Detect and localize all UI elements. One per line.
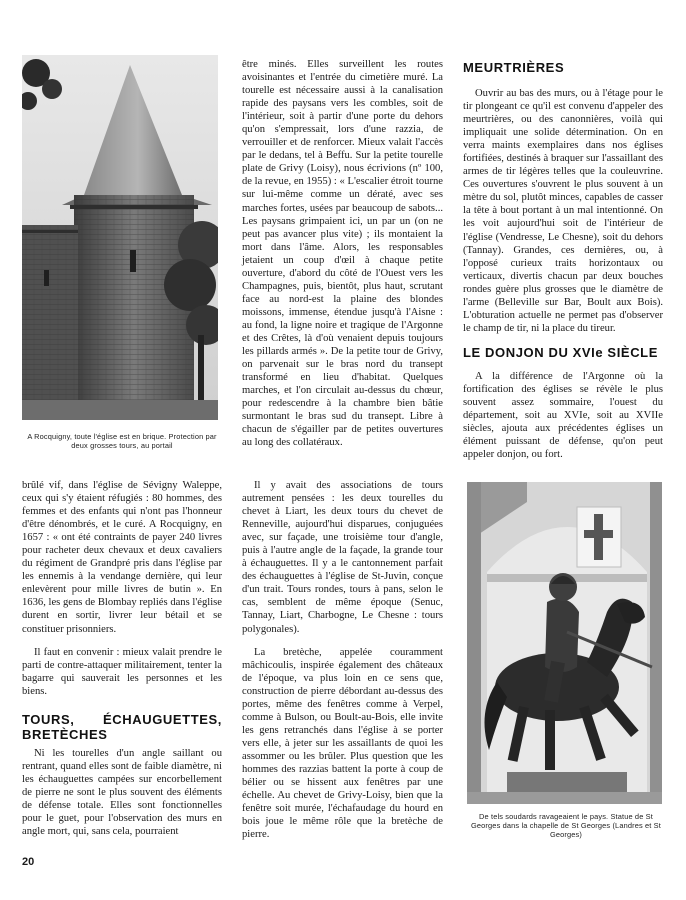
section-heading: MEURTRIÈRES <box>463 60 565 75</box>
paragraph: A la différence de l'Argonne où la fortification des églises se révèle le plus souvent assez sommaire, l'ouest du département, soit au XVIe, soit au XVIIe siècles, ajouta aux précédentes églises un élément puissant de défense, qu'on peut appeler donjon, ou fort. <box>463 370 663 461</box>
paragraph: être minés. Elles surveillent les routes avoisinantes et l'entrée du cimetière muré. La tourelle est nécessaire aussi à la canalisation rapide des paysans vers les combles, soit de l'intérieur, soit à partir d'une porte du dehors qu'on s'empressait, lors d'une razzia, de verrouiller et de renforcer. Mieux valait l'accès par le dedans, tel à Beffu. Sur la petite tourelle plate de Grivy (Loisy), nous écrivions (nº 100, de la revue, en 1955) : « L'escalier étroit tourne sur lui-même comme un dératé, avec ses marches fortes, usées par beaucoup de sabots... Les paysans grimpaient ici, un par un (on ne peut pas avancer plus vite) ; ils montaient la mort dans l'âme. Alors, les responsables jetaient un coup d'œil à chaque petite ouverture, d'abord du côté de l'Ouest vers les Champagnes, puis, bientôt, plus haut, scrutant face au nord-est la plaine des blondes moissons, immense, étendue jusqu'à l'Aisne : au fond, la ligne noire et tragique de l'Argonne et des Crêtes, là d'où venaient depuis toujours les pillards armés ». De la petite tour de Grivy, on parvenait sur le bras nord du transept transformé en lieu d'habitat. Quelques marches, et l'on circulait au-dessus du chœur, pour redescendre à la chambre bien bâtie surmontant le bras sud du transept. Libre à chacun de s'égailler par de petites ouvertures au long des collatéraux. <box>242 59 443 449</box>
paragraph: Ni les tourelles d'un angle saillant ou rentrant, quand elles sont de faible diamètre, ni les échauguettes campées sur encorbellement de pierre ne sont le plus souvent des éléments de défense totale. Elles sont fonctionnelles pour le guet, pour l'observation des murs en angle mort, qui, sans cela, pourraient <box>22 747 222 838</box>
paragraph: La bretèche, appelée couramment mâchicoulis, inspirée également des châteaux de l'époque, va plus loin en ce sens que, construction de pierre débordant au-dessus des portes, même des fenêtres comme à Verpel, comme à Bulson, ou Boult-au-Bois, elle invite les gens retranchés dans l'église à se porter vers elle, à jeter sur les assaillants de quoi les assommer ou les brûler. Plus question que les hommes des razzias battent la porte à coup de bélier ou se hissent aux fenêtres par une échelle. Au chevet de Grivy-Loisy, bien que la fenêtre soit murée, l'échafaudage du hourd en bois joue le même rôle que la bretèche de pierre. <box>242 646 443 841</box>
paragraph: brûlé vif, dans l'église de Sévigny Waleppe, ceux qui s'y étaient réfugiés : 80 hommes, des femmes et des enfants qui n'ont pas l'honneur d'être dénombrés, et le curé. A Rocquigny, en 1657 : « ont été contraints de payer 240 livres pour racheter deux chevaux et deux cavaliers du régiment de Grandpré pris dans l'église par les ennemis à la vendange dernière, qui leur enlevèrent pour mille livres de butin ». En 1636, les gens de Blombay repliés dans l'église durent en sortir, livrer leur bétail et se constituer prisonniers. <box>22 480 222 635</box>
section-heading: LE DONJON DU XVIe SIÈCLE <box>463 344 658 360</box>
column2-bottom-text <box>242 479 443 851</box>
church-tower-photo <box>22 55 218 420</box>
photo2-caption: De tels soudards ravageaient le pays. Statue de St Georges dans la chapelle de St Georges (Landres et St Georges) <box>471 812 661 839</box>
section-heading: TOURS, ÉCHAUGUETTES, BRETÈCHES <box>22 711 222 742</box>
paragraph: Il y avait des associations de tours autrement pensées : les deux tourelles du chevet à Liart, les deux tours du chevet de Renneville, aujourd'hui disparues, conjuguées avec, sur façade, une troisième tour d'angle, puis à l'autre angle de la façade, la grande tour à échauguettes. Il y a le cantonnement parfait des échauguettes à l'église de St-Juvin, conçue d'un trait. Tours rondes, tours à pans, selon le cas, semblent de même époque (Senuc, Tannay, Liart, Charbogne, Le Chesne : tours polygonales). <box>242 480 443 635</box>
column1-text <box>22 479 222 848</box>
page-number: 20 <box>22 856 35 868</box>
st-george-illustration <box>467 482 662 804</box>
paragraph: Il faut en convenir : mieux valait prendre le parti de contre-attaquer militairement, tenter la bagarre qui sauverait les personnes et les biens. <box>22 646 222 697</box>
photo1-caption: A Rocquigny, toute l'église est en brique. Protection par deux grosses tours, au portail <box>27 432 217 450</box>
st-george-statue-photo <box>467 482 662 804</box>
column3-text <box>463 58 663 471</box>
column2-top-text <box>242 58 443 459</box>
church-tower-illustration <box>22 55 218 420</box>
paragraph: Ouvrir au bas des murs, ou à l'étage pour le tir plongeant ce qu'il est convenu d'appeler des meurtrières, ou des canonnières, voilà qui impliquait une solide détermination. On en verra maints exemplaires dans nos églises fortifiées, destinés à braquer sur l'assaillant des armes de tir légères telles que la couleuvrine. Ces ouvertures s'ouvrent le plus souvent à un mètre du sol, plutôt minces, capables de casser la tête à bout portant à un mal intentionné. On les voit aujourd'hui soit de l'intérieur de l'église (Vendresse, Le Chesne), soit du dehors (Tannay). Grandes, ces dernières, ou, à l'opposé curieux traits horizontaux ou verticaux, divertis chacun par deux bouches rondes guère plus grosses que le diamètre de l'arme (Belleville sur Bar, Boult aux Bois). L'obturation actuelle ne permet pas d'observer le champ de tir, ni la place du tireur. <box>463 88 663 334</box>
